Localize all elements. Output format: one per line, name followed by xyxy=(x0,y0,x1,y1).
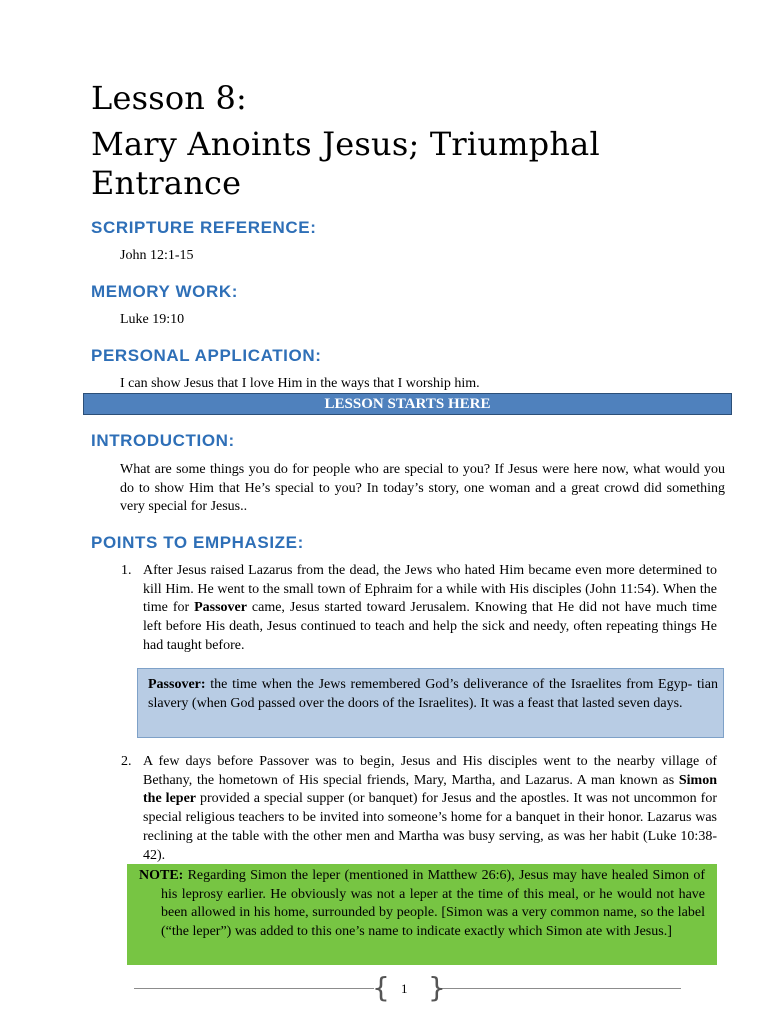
footer-rule-left xyxy=(134,988,374,989)
lesson-starts-banner: LESSON STARTS HERE xyxy=(83,393,732,415)
point-1-text-start: After Jesus raised Lazarus from the dead, the Jews who hated Him became even more determined to kill Him. He went to the small town of Ephraim for a while with His disciples (John 11:54). When the time for xyxy=(143,563,717,616)
lesson-number: Lesson 8: xyxy=(91,79,248,117)
lesson-title-continued: Entrance xyxy=(91,164,242,202)
personal-application-text: I can show Jesus that I love Him in the ways that I worship him. xyxy=(120,376,480,391)
note-body: Regarding Simon the leper (mentioned in Matthew 26:6), Jesus may have healed Simon of his leprosy earlier. He obviously was not a leper at the time of this meal, or he would not have been allowed in his home, surrounded by people. [Simon was a very common name, so the label (“the leper”) was added to this one’s name to indicate exactly which Simon ate with Jesus.] xyxy=(161,868,705,940)
note-text xyxy=(139,867,705,942)
memory-work-text: Luke 19:10 xyxy=(120,312,185,327)
personal-application-heading: PERSONAL APPLICATION: xyxy=(91,346,322,365)
point-2-number: 2. xyxy=(121,754,132,769)
definition-term: Passover: xyxy=(148,677,206,692)
point-2-text xyxy=(143,753,717,865)
scripture-heading: SCRIPTURE REFERENCE: xyxy=(91,218,317,237)
note-label: NOTE: xyxy=(139,868,184,883)
lesson-title: Mary Anoints Jesus; Triumphal xyxy=(91,125,600,163)
introduction-text: What are some things you do for people who are special to you? If Jesus were here now, what would you do to show Him that He’s special to you? In today’s story, one woman and a great crowd did something very special for Jesus.. xyxy=(120,462,725,515)
definition-body: the time when the Jews remembered God’s deliverance of the Israelites from Egyp- tian slavery (when God passed over the doors of the Israelites). It was a feast that lasted seven days. xyxy=(148,677,718,711)
definition-text xyxy=(148,676,718,713)
simon-the-leper-term: Simon the leper xyxy=(143,772,717,807)
page-number: 1 xyxy=(401,981,408,996)
scripture-text: John 12:1-15 xyxy=(120,248,194,263)
point-2-text-end: provided a special supper (or banquet) for Jesus and the apostles. It was not uncommon for special religious teachers to be invited into someone’s home for a banquet in their honor. Lazarus was reclining at the table with the other men and Martha was busy serving, as was her habit (Luke 10:38-42). xyxy=(143,791,718,863)
introduction-heading: INTRODUCTION: xyxy=(91,431,235,450)
point-1-number: 1. xyxy=(121,563,132,578)
point-2-text-start: A few days before Passover was to begin, Jesus and His disciples went to the nearby village of Bethany, the hometown of His special friends, Mary, Martha, and Lazarus. A man known as xyxy=(143,754,717,788)
points-heading: POINTS TO EMPHASIZE: xyxy=(91,533,304,552)
memory-work-heading: MEMORY WORK: xyxy=(91,282,238,301)
point-1-text-end: came, Jesus started toward Jerusalem. Knowing that He did not have much time left before His death, Jesus continued to teach and help the sick and needy, often repeating things He had taught before. xyxy=(143,600,717,653)
point-1-text xyxy=(143,562,717,656)
footer-brace-right: } xyxy=(428,971,446,1004)
footer-rule-right xyxy=(440,988,681,989)
passover-term: Passover xyxy=(194,600,247,616)
footer-brace-left: { xyxy=(372,971,390,1004)
